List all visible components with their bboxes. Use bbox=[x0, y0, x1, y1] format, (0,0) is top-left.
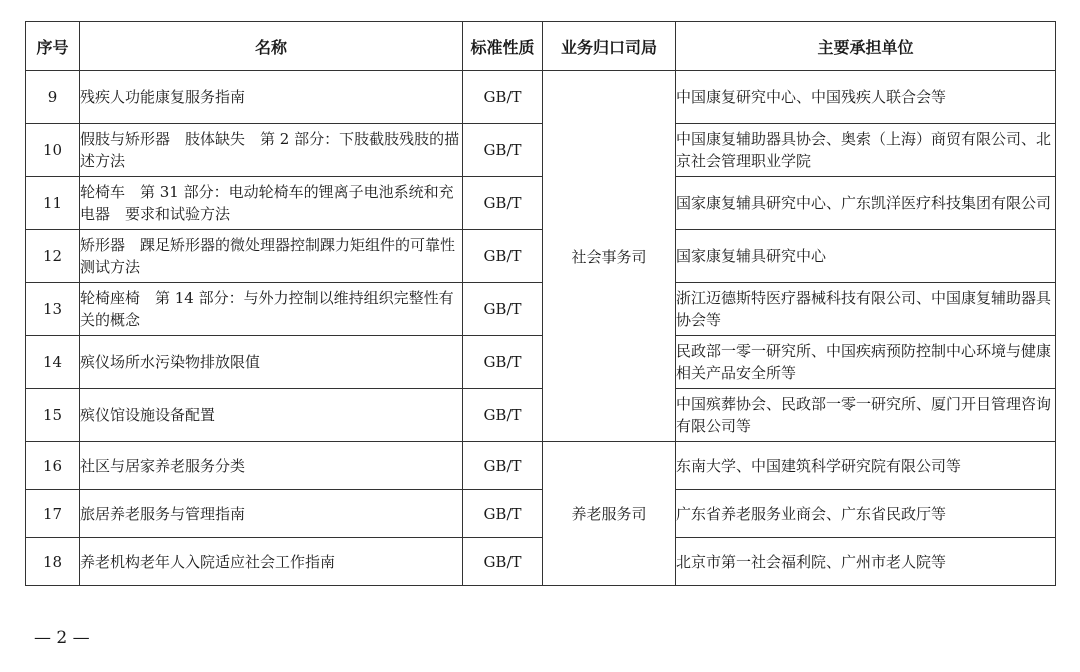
row-name: 旅居养老服务与管理指南 bbox=[80, 490, 463, 538]
row-type: GB/T bbox=[463, 177, 543, 230]
table-row bbox=[26, 442, 1056, 490]
table-header-row bbox=[26, 22, 1056, 71]
row-no: 15 bbox=[26, 389, 80, 442]
row-org: 北京市第一社会福利院、广州市老人院等 bbox=[676, 538, 1056, 586]
header-org: 主要承担单位 bbox=[676, 22, 1056, 71]
row-name: 残疾人功能康复服务指南 bbox=[80, 71, 463, 124]
row-org: 民政部一零一研究所、中国疾病预防控制中心环境与健康相关产品安全所等 bbox=[676, 336, 1056, 389]
header-no: 序号 bbox=[26, 22, 80, 71]
row-org: 广东省养老服务业商会、广东省民政厅等 bbox=[676, 490, 1056, 538]
row-org: 东南大学、中国建筑科学研究院有限公司等 bbox=[676, 442, 1056, 490]
table-row bbox=[26, 230, 1056, 283]
table-row bbox=[26, 490, 1056, 538]
row-name: 殡仪场所水污染物排放限值 bbox=[80, 336, 463, 389]
row-org: 中国殡葬协会、民政部一零一研究所、厦门开目管理咨询有限公司等 bbox=[676, 389, 1056, 442]
table-row bbox=[26, 336, 1056, 389]
row-org: 中国康复辅助器具协会、奥索（上海）商贸有限公司、北京社会管理职业学院 bbox=[676, 124, 1056, 177]
row-type: GB/T bbox=[463, 490, 543, 538]
row-name: 养老机构老年人入院适应社会工作指南 bbox=[80, 538, 463, 586]
table-row bbox=[26, 283, 1056, 336]
row-no: 9 bbox=[26, 71, 80, 124]
row-org: 国家康复辅具研究中心、广东凯洋医疗科技集团有限公司 bbox=[676, 177, 1056, 230]
table-row bbox=[26, 538, 1056, 586]
row-no: 13 bbox=[26, 283, 80, 336]
row-name: 轮椅车 第 31 部分：电动轮椅车的锂离子电池系统和充电器 要求和试验方法 bbox=[80, 177, 463, 230]
dept-group-elderly-care: 养老服务司 bbox=[543, 442, 676, 586]
table-row bbox=[26, 389, 1056, 442]
header-name: 名称 bbox=[80, 22, 463, 71]
row-org: 浙江迈德斯特医疗器械科技有限公司、中国康复辅助器具协会等 bbox=[676, 283, 1056, 336]
row-no: 18 bbox=[26, 538, 80, 586]
row-no: 12 bbox=[26, 230, 80, 283]
row-org: 国家康复辅具研究中心 bbox=[676, 230, 1056, 283]
row-org: 中国康复研究中心、中国残疾人联合会等 bbox=[676, 71, 1056, 124]
row-name: 矫形器 踝足矫形器的微处理器控制踝力矩组件的可靠性测试方法 bbox=[80, 230, 463, 283]
row-type: GB/T bbox=[463, 283, 543, 336]
row-type: GB/T bbox=[463, 336, 543, 389]
page-number: — 2 — bbox=[34, 628, 90, 648]
row-no: 10 bbox=[26, 124, 80, 177]
row-no: 11 bbox=[26, 177, 80, 230]
table-row bbox=[26, 177, 1056, 230]
table-row bbox=[26, 71, 1056, 124]
row-type: GB/T bbox=[463, 124, 543, 177]
table-row bbox=[26, 124, 1056, 177]
row-type: GB/T bbox=[463, 230, 543, 283]
row-name: 殡仪馆设施设备配置 bbox=[80, 389, 463, 442]
standards-table bbox=[25, 21, 1056, 586]
row-name: 轮椅座椅 第 14 部分：与外力控制以维持组织完整性有关的概念 bbox=[80, 283, 463, 336]
row-no: 14 bbox=[26, 336, 80, 389]
row-type: GB/T bbox=[463, 71, 543, 124]
row-no: 16 bbox=[26, 442, 80, 490]
dept-group-social-affairs: 社会事务司 bbox=[543, 71, 676, 442]
row-type: GB/T bbox=[463, 538, 543, 586]
header-type: 标准性质 bbox=[463, 22, 543, 71]
row-name: 假肢与矫形器 肢体缺失 第 2 部分：下肢截肢残肢的描述方法 bbox=[80, 124, 463, 177]
row-name: 社区与居家养老服务分类 bbox=[80, 442, 463, 490]
header-dept: 业务归口司局 bbox=[543, 22, 676, 71]
row-no: 17 bbox=[26, 490, 80, 538]
row-type: GB/T bbox=[463, 389, 543, 442]
row-type: GB/T bbox=[463, 442, 543, 490]
